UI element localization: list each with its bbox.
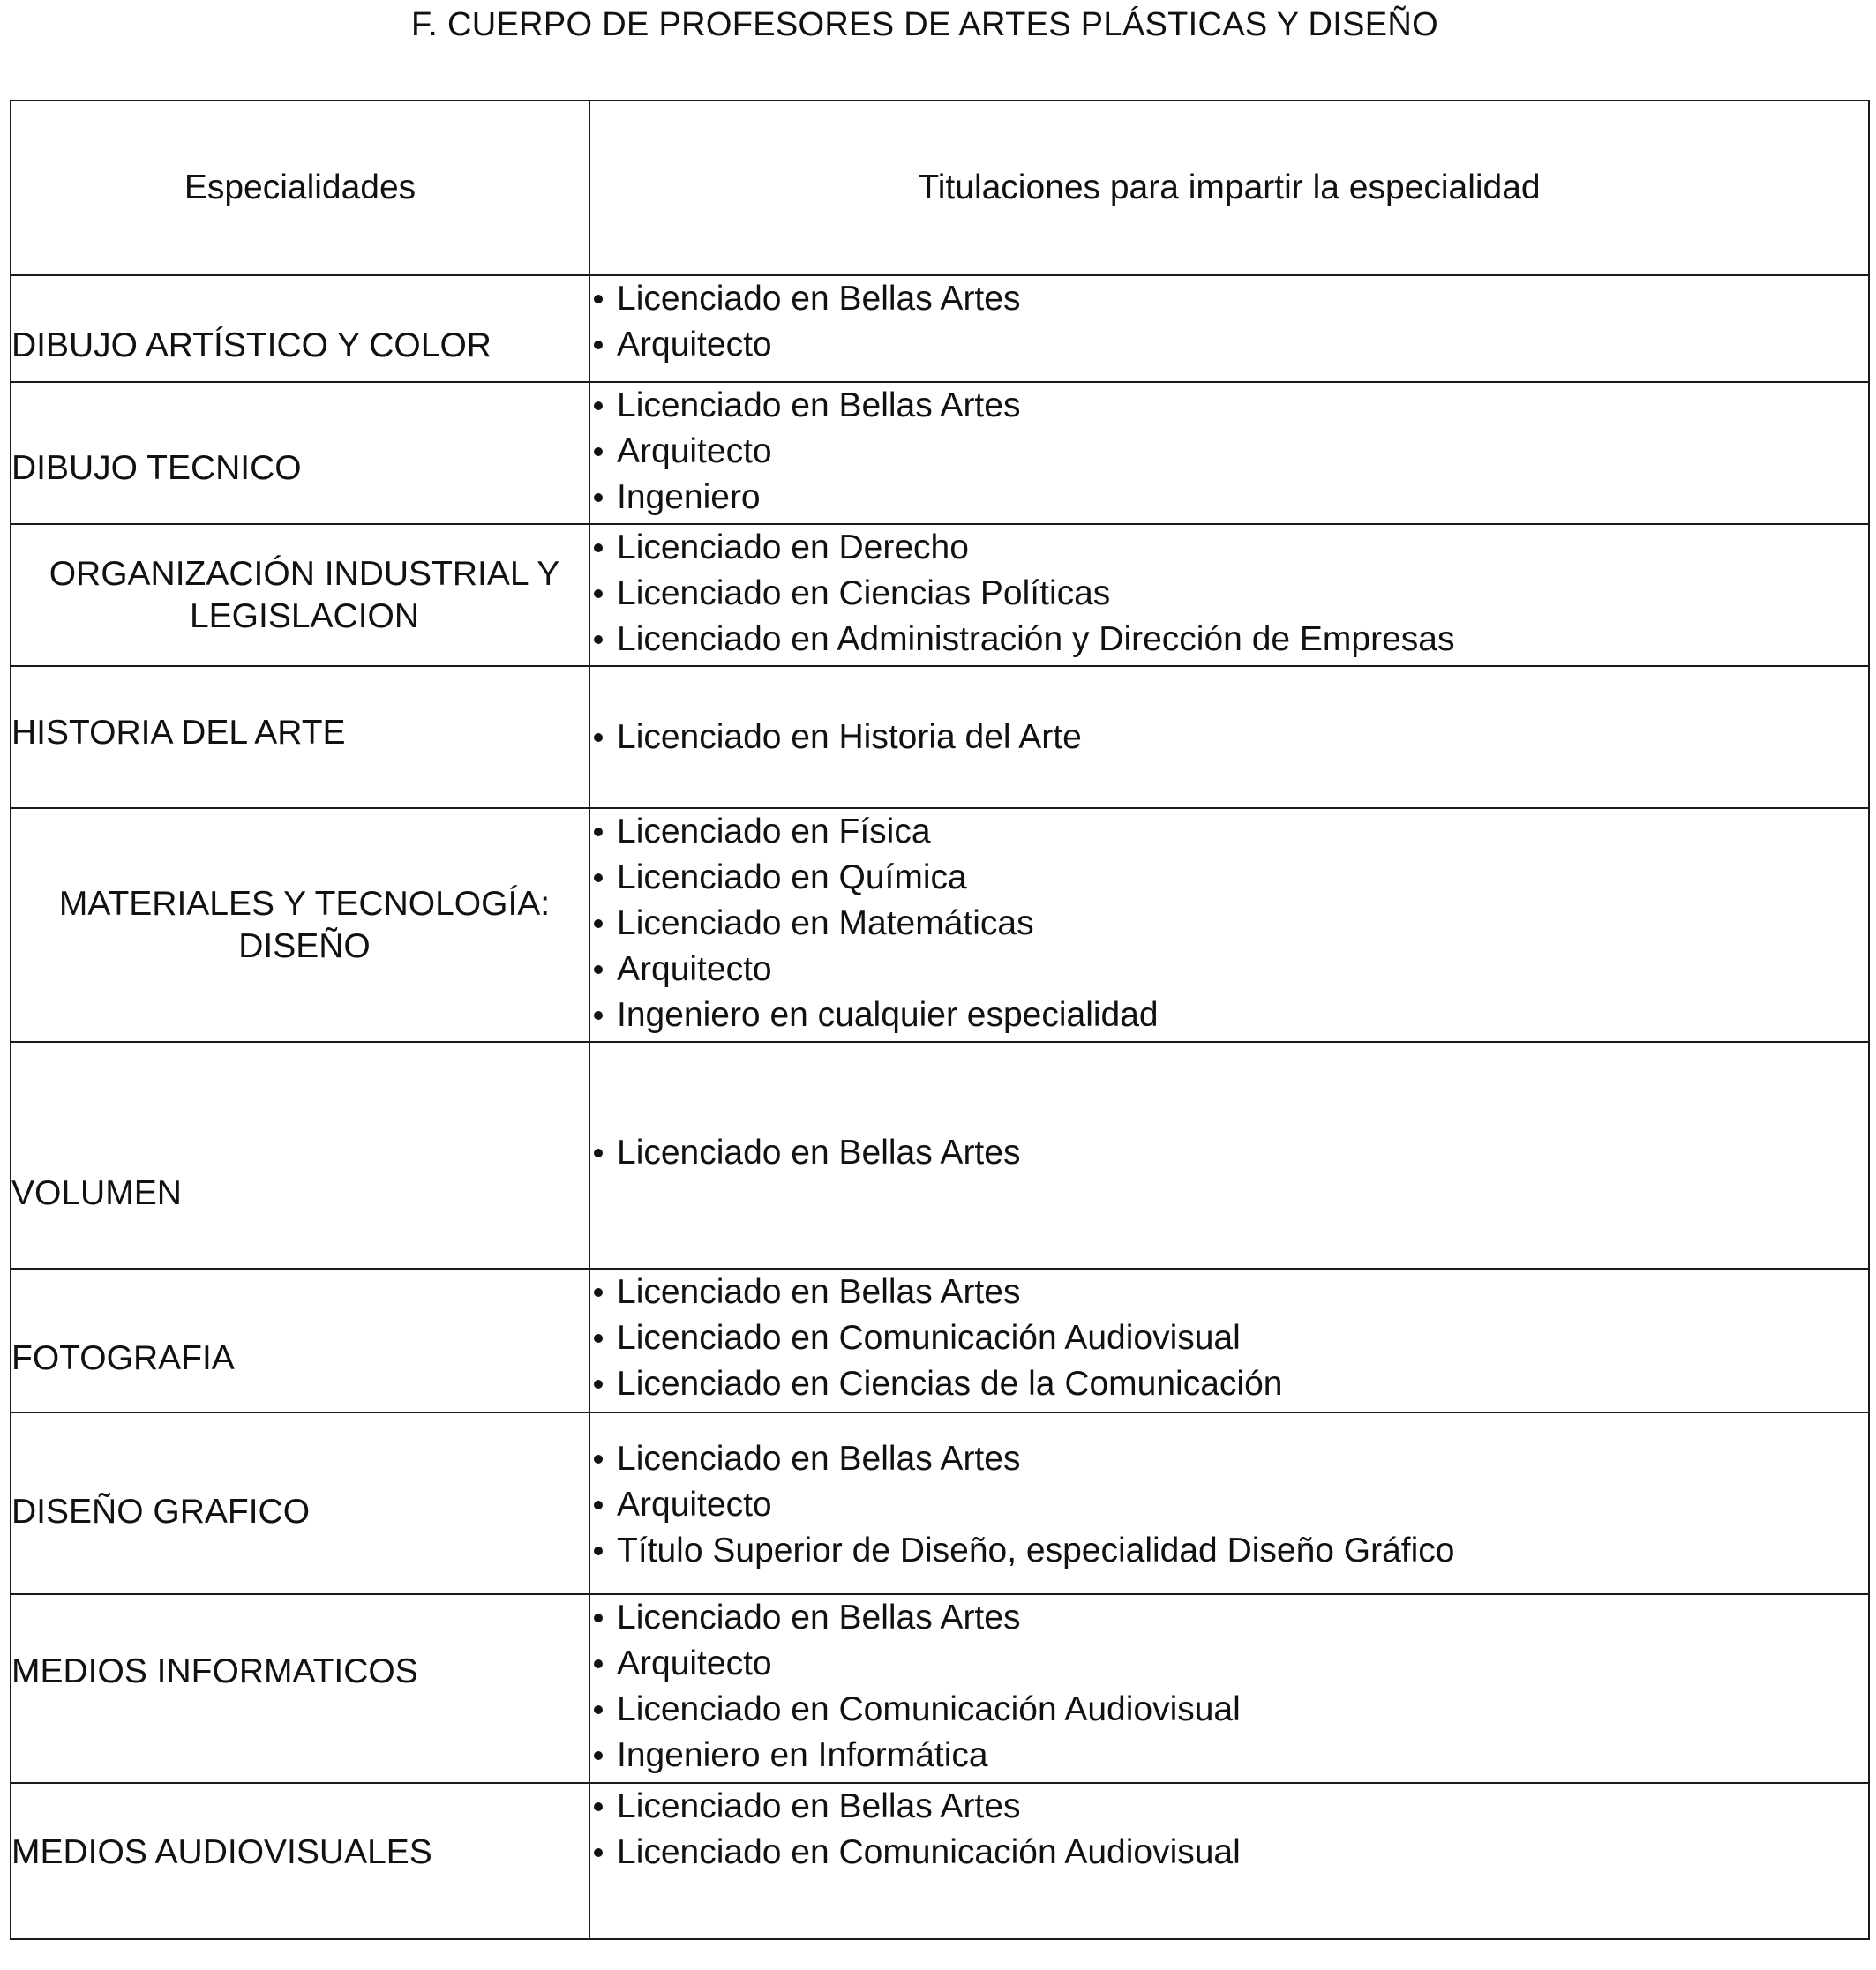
qualifications-cell	[589, 1042, 1869, 1269]
qualifications-list	[590, 1436, 1868, 1574]
list-item: Licenciado en Bellas Artes	[590, 1436, 1868, 1482]
table-row	[11, 275, 1869, 382]
list-item: Licenciado en Derecho	[590, 525, 1868, 571]
qualifications-cell	[589, 1783, 1869, 1939]
list-item: Licenciado en Química	[590, 855, 1868, 901]
qualifications-cell	[589, 1412, 1869, 1594]
table-row	[11, 524, 1869, 666]
qualifications-list	[590, 383, 1868, 521]
list-item: Arquitecto	[590, 1482, 1868, 1528]
qualifications-cell	[589, 808, 1869, 1042]
list-item: Licenciado en Bellas Artes	[590, 1270, 1868, 1315]
specialty-cell: VOLUMEN	[11, 1042, 589, 1269]
specialty-cell: MEDIOS AUDIOVISUALES	[11, 1783, 589, 1939]
qualifications-list	[590, 1270, 1868, 1407]
qualifications-cell	[589, 666, 1869, 808]
column-header-especialidades: Especialidades	[11, 101, 589, 275]
list-item: Licenciado en Matemáticas	[590, 901, 1868, 947]
table-row	[11, 808, 1869, 1042]
qualifications-list	[590, 809, 1868, 1038]
document-title: F. CUERPO DE PROFESORES DE ARTES PLÁSTICAS Y DISEÑO	[410, 6, 1439, 43]
qualifications-cell	[589, 1269, 1869, 1412]
list-item: Licenciado en Ciencias Políticas	[590, 571, 1868, 617]
specialty-cell: HISTORIA DEL ARTE	[11, 666, 589, 808]
list-item: Licenciado en Física	[590, 809, 1868, 855]
qualifications-list	[590, 715, 1868, 760]
table-row	[11, 1269, 1869, 1412]
list-item: Título Superior de Diseño, especialidad Diseño Gráfico	[590, 1528, 1868, 1574]
qualifications-list	[590, 525, 1868, 663]
list-item: Licenciado en Bellas Artes	[590, 1130, 1868, 1176]
table-row	[11, 1594, 1869, 1783]
list-item: Licenciado en Comunicación Audiovisual	[590, 1315, 1868, 1361]
qualifications-list	[590, 1130, 1868, 1176]
list-item: Ingeniero en cualquier especialidad	[590, 992, 1868, 1038]
table-row	[11, 1412, 1869, 1594]
specialty-cell: DISEÑO GRAFICO	[11, 1412, 589, 1594]
list-item: Licenciado en Bellas Artes	[590, 1595, 1868, 1641]
qualifications-cell	[589, 275, 1869, 382]
qualifications-list	[590, 1595, 1868, 1779]
list-item: Licenciado en Historia del Arte	[590, 715, 1868, 760]
qualifications-list	[590, 1784, 1868, 1876]
column-header-titulaciones: Titulaciones para impartir la especialidad	[589, 101, 1869, 275]
table-row	[11, 382, 1869, 524]
list-item: Licenciado en Comunicación Audiovisual	[590, 1830, 1868, 1876]
list-item: Arquitecto	[590, 947, 1868, 992]
table-header-row	[11, 101, 1869, 275]
qualifications-cell	[589, 524, 1869, 666]
qualifications-cell	[589, 382, 1869, 524]
list-item: Arquitecto	[590, 322, 1868, 368]
specialty-cell: FOTOGRAFIA	[11, 1269, 589, 1412]
specialty-cell: DIBUJO ARTÍSTICO Y COLOR	[11, 275, 589, 382]
specialty-cell: ORGANIZACIÓN INDUSTRIAL Y LEGISLACION	[11, 524, 589, 666]
table-row	[11, 1783, 1869, 1939]
list-item: Licenciado en Comunicación Audiovisual	[590, 1687, 1868, 1733]
list-item: Arquitecto	[590, 429, 1868, 475]
list-item: Licenciado en Bellas Artes	[590, 383, 1868, 429]
list-item: Arquitecto	[590, 1641, 1868, 1687]
specialties-table	[10, 100, 1870, 1940]
list-item: Ingeniero en Informática	[590, 1733, 1868, 1779]
qualifications-cell	[589, 1594, 1869, 1783]
list-item: Ingeniero	[590, 475, 1868, 521]
specialty-cell: MATERIALES Y TECNOLOGÍA: DISEÑO	[11, 808, 589, 1042]
list-item: Licenciado en Bellas Artes	[590, 1784, 1868, 1830]
list-item: Licenciado en Bellas Artes	[590, 276, 1868, 322]
table-row	[11, 666, 1869, 808]
qualifications-list	[590, 276, 1868, 368]
list-item: Licenciado en Ciencias de la Comunicación	[590, 1361, 1868, 1407]
specialty-cell: MEDIOS INFORMATICOS	[11, 1594, 589, 1783]
specialty-cell: DIBUJO TECNICO	[11, 382, 589, 524]
table-row	[11, 1042, 1869, 1269]
list-item: Licenciado en Administración y Dirección de Empresas	[590, 617, 1868, 663]
